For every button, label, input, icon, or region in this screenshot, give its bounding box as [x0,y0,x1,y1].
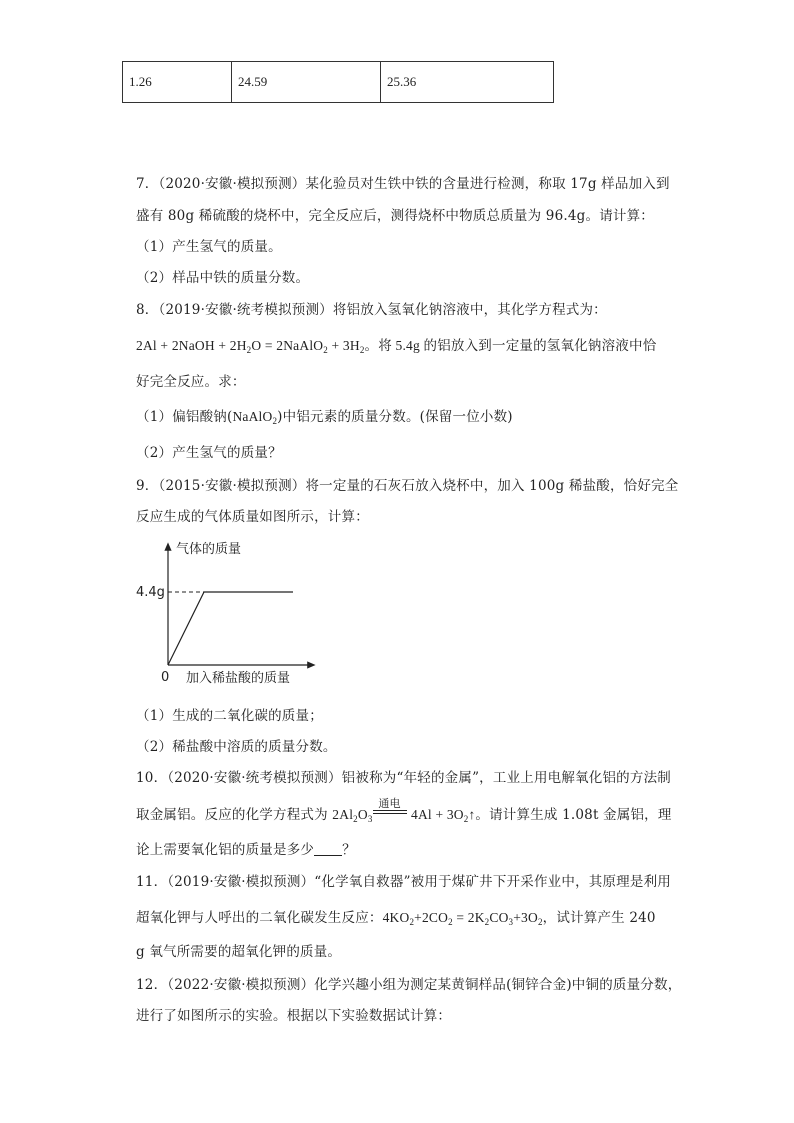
q11-line2-start: 超氧化钾与人呼出的二氧化碳发生反应： [136,910,383,926]
electrolysis-condition [373,797,407,823]
data-table [122,61,554,103]
table-cell: 1.26 [123,62,232,103]
q10-line3-end: ？ [342,842,356,858]
q9-gas-mass-graph [130,538,330,688]
table-cell: 25.36 [381,62,554,103]
q7-line1: 7．（2020·安徽·模拟预测）某化验员对生铁中铁的含量进行检测，称取 17g 样品加入到 [136,176,670,192]
q7-line2: 盛有 80g 稀硫酸的烧杯中，完全反应后，测得烧杯中物质总质量为 96.4g。请计算： [136,208,654,224]
plateau-value-label: 4.4g [136,585,165,600]
q10-line1: 10．（2020·安徽·统考模拟预测）铝被称为“年轻的金属”，工业上用电解氧化铝的方法制 [136,770,671,786]
q8-sub1-end: )中铝元素的质量分数。(保留一位小数) [277,409,513,425]
q11-line2-end: ，试计算产生 240 [542,910,656,926]
q9-line2: 反应生成的气体质量如图所示，计算： [136,509,369,525]
q8-equation-tail: 。将 5.4g 的铝放入到一定量的氢氧化钠溶液中恰 [364,338,657,353]
q9-line1: 9．（2015·安徽·模拟预测）将一定量的石灰石放入烧杯中，加入 100g 稀盐酸，恰好完全 [136,478,679,494]
q10-line2-start: 取金属铝。反应的化学方程式为 [136,807,333,823]
answer-blank [314,843,342,856]
q11-line2: 超氧化钾与人呼出的二氧化碳发生反应：$4KO_2+2CO_2 = 2K_2CO_3+3O_2$，试计算产生 240 [136,910,656,927]
q10-line3-start: 论上需要氧化铝的质量是多少 [136,842,315,858]
q9-sub2: （2）稀盐酸中溶质的质量分数。 [136,739,337,755]
q12-line1: 12．（2022·安徽·模拟预测）化学兴趣小组为测定某黄铜样品(铜锌合金)中铜的质量分数， [136,977,682,993]
q8-line1: 8．（2019·安徽·统考模拟预测）将铝放入氢氧化钠溶液中，其化学方程式为： [136,302,607,318]
table-row [123,62,554,103]
q10-line3 [136,838,356,858]
q11-line1: 11．（2019·安徽·模拟预测）“化学氧自救器”被用于煤矿井下开采作业中，其原理是利用 [136,874,671,890]
q7-sub1: （1）产生氢气的质量。 [136,239,282,255]
y-axis-label: 气体的质量 [176,542,242,557]
gas-mass-curve [168,592,293,665]
q11-line3: g 氧气所需要的超氧化钾的质量。 [136,944,342,960]
table-cell: 24.59 [232,62,381,103]
x-axis-label: 加入稀盐酸的质量 [186,671,291,686]
q12-line2: 进行了如图所示的实验。根据以下实验数据试计算： [136,1008,452,1024]
q8-sub1: （1）偏铝酸钠(NaAlO$_2$)中铝元素的质量分数。(保留一位小数) [136,409,513,426]
condition-label: 通电 [378,797,401,810]
q8-equation-start: 2Al + 2NaOH + 2H [136,338,247,353]
q10-line2: 取金属铝。反应的化学方程式为 $2Al_2O_3$ 通电 $4Al + 3O_2↑$。请计算生成 1.08t 金属铝，理 [136,797,672,824]
q8-line3: 好完全反应。求： [136,374,246,390]
q8-sub1-start: （1）偏铝酸钠( [136,409,233,425]
q8-equation-line: 2Al + 2NaOH + $2H_2O$ = 2NaAlO$_2$ + $3H_2$。将 5.4g 的铝放入到一定量的氢氧化钠溶液中恰 [136,338,657,355]
q8-sub2: （2）产生氢气的质量？ [136,445,282,461]
q9-sub1: （1）生成的二氧化碳的质量； [136,708,323,724]
q7-sub2: （2）样品中铁的质量分数。 [136,270,310,286]
origin-label: 0 [161,670,170,685]
q10-line2-end: 。请计算生成 1.08t 金属铝，理 [475,807,672,823]
